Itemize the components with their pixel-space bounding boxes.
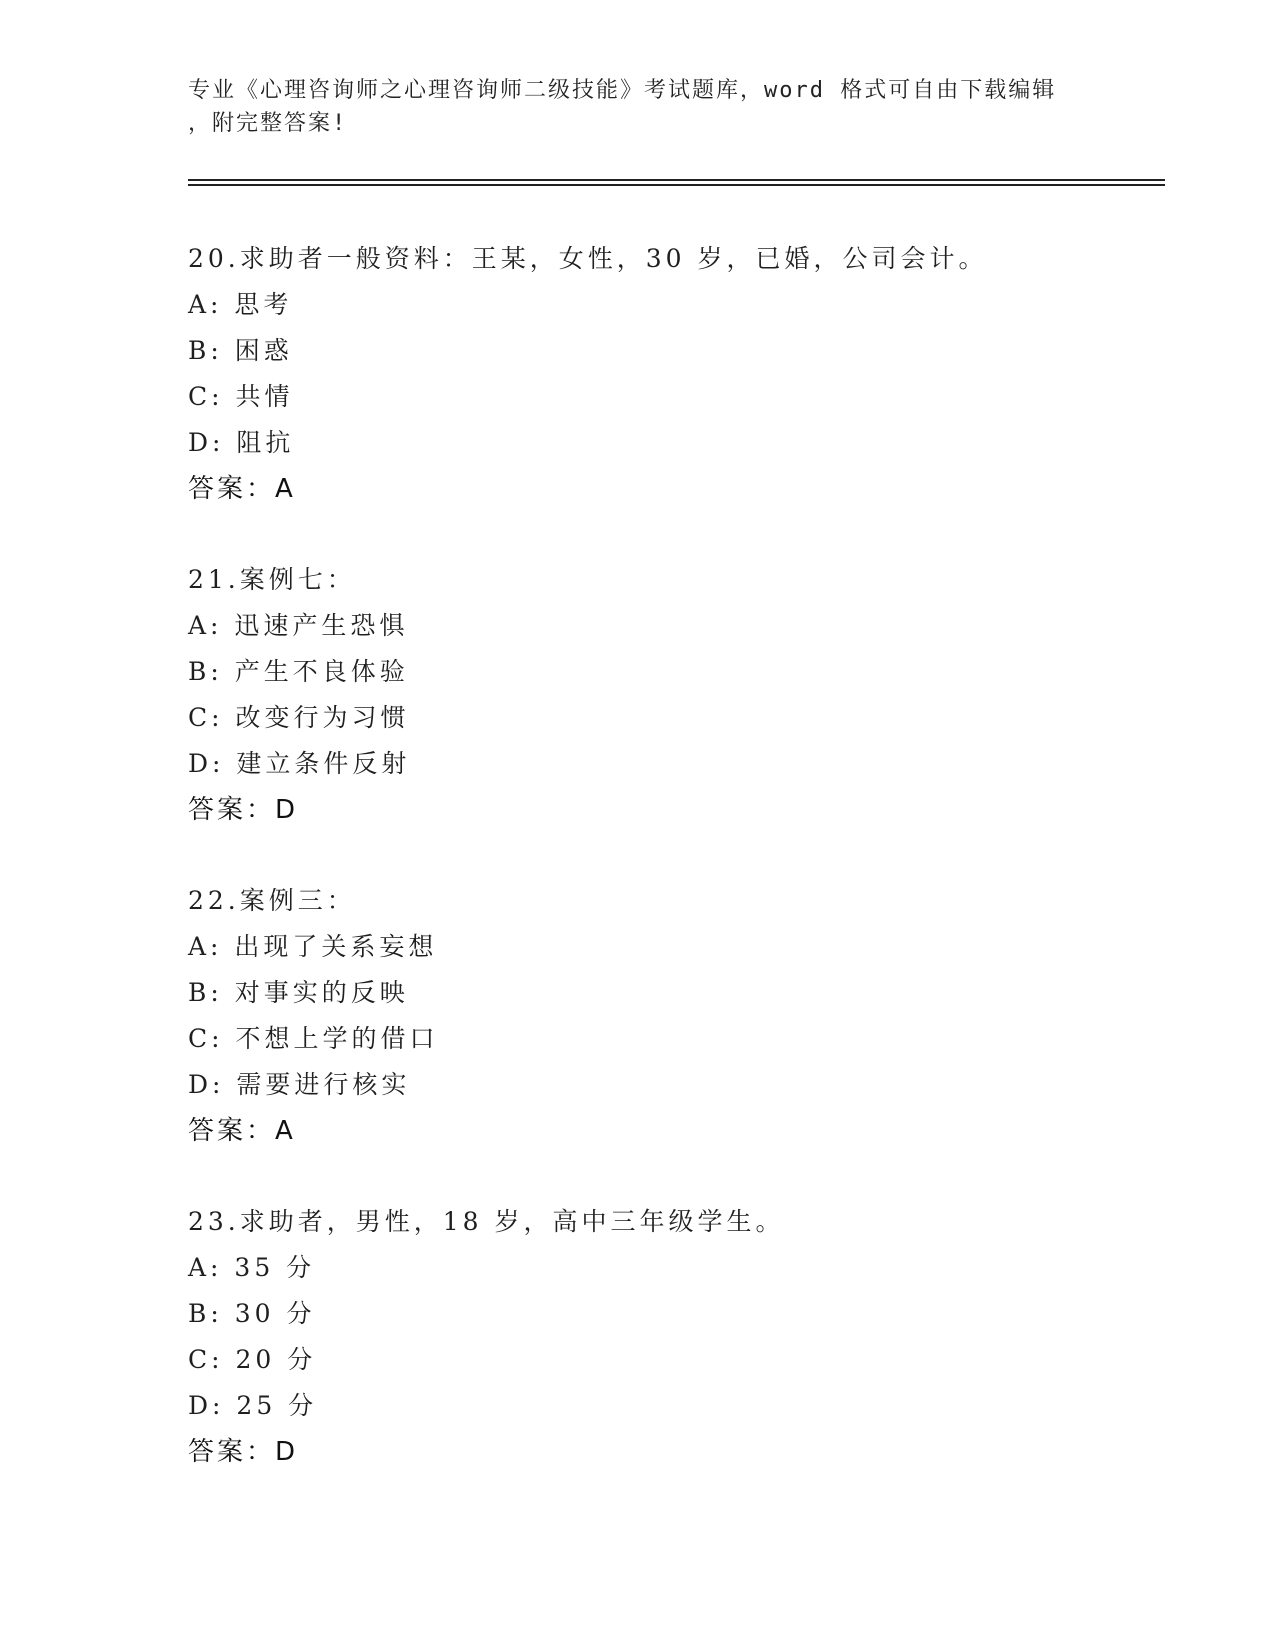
question-stem: 21.案例七：	[188, 565, 356, 594]
question-20	[188, 236, 1138, 512]
answer-line: 答案：D	[188, 1437, 299, 1467]
question-22	[188, 878, 1138, 1154]
option-b: B: 产生不良体验	[188, 657, 409, 686]
header-divider-bottom	[188, 184, 1165, 186]
header-divider-top	[188, 179, 1165, 181]
option-b: B: 困惑	[188, 336, 293, 365]
option-c: C: 改变行为习惯	[188, 703, 410, 732]
header-line-1: 专业《心理咨询师之心理咨询师二级技能》考试题库，word 格式可自由下载编辑	[188, 78, 1057, 103]
document-header	[188, 74, 1088, 140]
option-a: A: 思考	[188, 290, 293, 319]
option-c: C: 共情	[188, 382, 294, 411]
option-a: A: 迅速产生恐惧	[188, 611, 409, 640]
option-d: D: 阻抗	[188, 428, 295, 457]
option-a: A: 出现了关系妄想	[188, 932, 438, 961]
answer-line: 答案：A	[188, 474, 296, 504]
option-c: C: 20 分	[188, 1345, 317, 1374]
question-stem: 20.求助者一般资料：王某，女性，30 岁，已婚，公司会计。	[188, 244, 988, 273]
option-d: D: 需要进行核实	[188, 1070, 411, 1099]
option-b: B: 30 分	[188, 1299, 316, 1328]
answer-line: 答案：A	[188, 1116, 296, 1146]
question-stem: 23.求助者，男性，18 岁，高中三年级学生。	[188, 1207, 785, 1236]
option-a: A: 35 分	[188, 1253, 316, 1282]
question-21	[188, 557, 1138, 833]
question-stem: 22.案例三：	[188, 886, 356, 915]
option-d: D: 建立条件反射	[188, 749, 411, 778]
header-line-2: ，附完整答案!	[188, 111, 348, 136]
option-d: D: 25 分	[188, 1391, 318, 1420]
option-b: B: 对事实的反映	[188, 978, 409, 1007]
option-c: C: 不想上学的借口	[188, 1024, 439, 1053]
question-23	[188, 1199, 1138, 1475]
answer-line: 答案：D	[188, 795, 299, 825]
